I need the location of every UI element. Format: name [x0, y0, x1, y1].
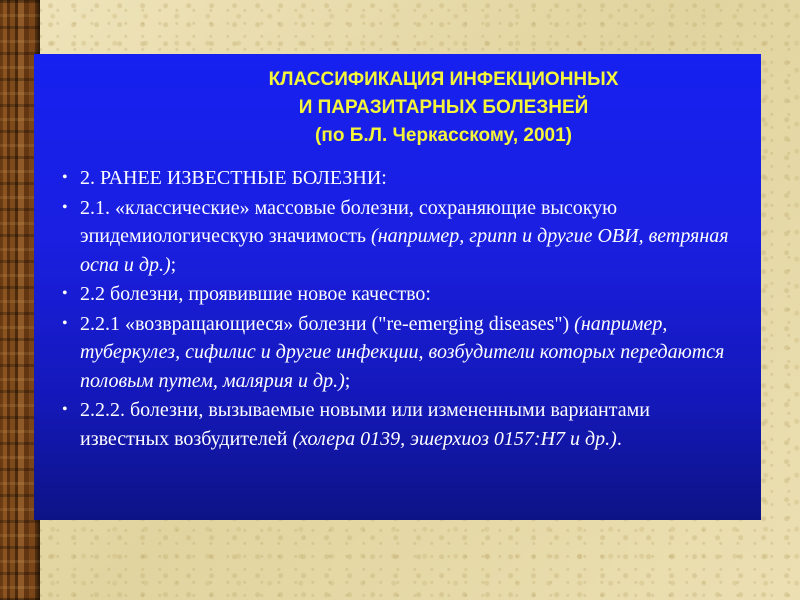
title-line-1: КЛАССИФИКАЦИЯ ИНФЕКЦИОННЫХ	[268, 69, 619, 90]
list-item	[62, 396, 735, 453]
list-item	[62, 164, 735, 193]
slide-title	[182, 66, 705, 150]
item-text: 2.2.2. болезни, вызываемые новыми или измененными вариантами известных возбудителей	[80, 399, 650, 450]
title-line-2: И ПАРАЗИТАРНЫХ БОЛЕЗНЕЙ	[298, 97, 589, 118]
item-text: 2.2.1 «возвращающиеся» болезни ("re-emerging diseases")	[80, 312, 575, 335]
item-text: 2.1. «классические» массовые болезни, сохраняющие высокую эпидемиологическую значимость	[80, 196, 618, 247]
list-item	[62, 194, 735, 280]
item-italic: (холера 0139, эшерхиоз 0157:Н7 и др.)	[292, 427, 617, 450]
list-item	[62, 280, 735, 309]
item-tail: ;	[170, 253, 177, 276]
item-text: 2.2 болезни, проявившие новое качество:	[80, 283, 431, 305]
bullet-icon: •	[62, 198, 68, 216]
slide-content	[34, 54, 761, 520]
item-tail: .	[616, 427, 622, 450]
item-tail: ;	[344, 369, 351, 392]
title-line-3: (по Б.Л. Черкасскому, 2001)	[315, 125, 572, 146]
bullet-icon: •	[62, 401, 68, 418]
bullet-icon: •	[62, 314, 68, 332]
bullet-list	[62, 164, 735, 453]
list-item	[62, 310, 735, 396]
bullet-icon: •	[62, 169, 68, 186]
item-italic: (например, туберкулез, сифилис и другие инфекции, возбудители которых передаются половым путем, малярия и др.)	[80, 312, 725, 392]
item-italic: (например, грипп и другие ОВИ, ветряная оспа и др.)	[80, 225, 729, 276]
bullet-icon: •	[62, 285, 68, 302]
item-text: 2. РАНЕЕ ИЗВЕСТНЫЕ БОЛЕЗНИ:	[80, 167, 387, 189]
